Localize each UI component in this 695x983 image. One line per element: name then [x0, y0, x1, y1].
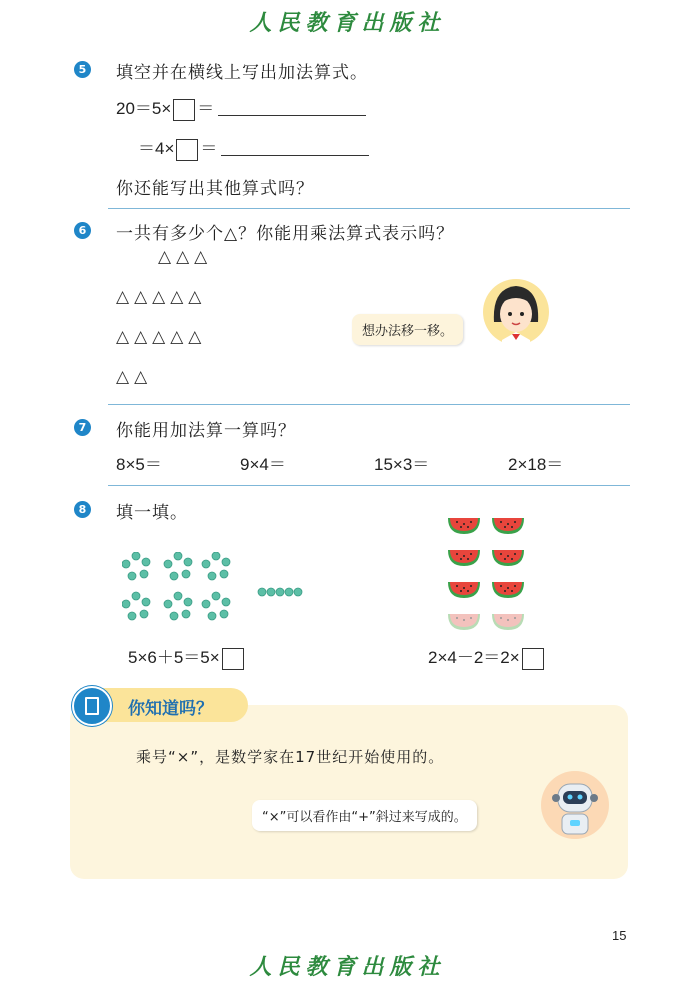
q5-line2-left: ＝4× — [138, 139, 175, 158]
question-number-8: 8 — [74, 501, 91, 518]
q7-expr-4: 2×18＝ — [508, 455, 564, 474]
speech-bubble-robot: “×”可以看作由“+”斜过来写成的。 — [252, 800, 477, 831]
answer-box[interactable] — [522, 648, 544, 670]
info-title: 你知道吗？ — [128, 699, 213, 719]
triangle-row-2: △△△△△ — [116, 287, 207, 307]
q5-line2 — [138, 134, 369, 161]
answer-line[interactable] — [221, 143, 369, 156]
watermelon-slices-icon — [444, 516, 530, 634]
q6-prompt: 一共有多少个△？你能用乘法算式表示吗？ — [116, 224, 455, 244]
divider — [108, 208, 630, 209]
bead-groups-icon — [122, 552, 312, 622]
answer-box[interactable] — [176, 139, 198, 161]
q8-left-text: 5×6＋5＝5× — [128, 648, 220, 667]
triangle-row-3: △△△△△ — [116, 327, 207, 347]
q8-prompt: 填一填。 — [116, 503, 188, 523]
question-number-7: 7 — [74, 419, 91, 436]
page-number: 15 — [612, 928, 627, 943]
triangle-row-1: △△△ — [158, 247, 213, 267]
q5-line1-left: 20＝5× — [116, 99, 172, 118]
publisher-logo-header: 人民教育出版社 — [249, 10, 446, 36]
info-body: 乘号“×”，是数学家在17世纪开始使用的。 — [136, 748, 445, 766]
q7-prompt: 你能用加法算一算吗？ — [116, 421, 296, 441]
answer-box[interactable] — [173, 99, 195, 121]
q5-line2-eq: ＝ — [200, 139, 218, 158]
question-number-5: 5 — [74, 61, 91, 78]
answer-line[interactable] — [218, 103, 366, 116]
q8-right-text: 2×4－2＝2× — [428, 648, 520, 667]
q7-expr-2: 9×4＝ — [240, 455, 286, 474]
q7-expr-1: 8×5＝ — [116, 455, 162, 474]
q5-prompt: 填空并在横线上写出加法算式。 — [116, 63, 368, 83]
q5-line1 — [116, 94, 366, 121]
q5-line1-eq: ＝ — [197, 99, 215, 118]
q5-followup: 你还能写出其他算式吗？ — [116, 179, 314, 199]
q7-expr-3: 15×3＝ — [374, 455, 430, 474]
answer-box[interactable] — [222, 648, 244, 670]
speech-bubble-girl: 想办法移一移。 — [352, 314, 463, 345]
publisher-logo-footer: 人民教育出版社 — [249, 954, 446, 980]
robot-avatar-icon — [540, 770, 610, 840]
question-number-6: 6 — [74, 222, 91, 239]
book-icon — [72, 686, 112, 726]
divider — [108, 404, 630, 405]
girl-avatar-icon — [482, 278, 550, 346]
triangle-row-4: △△ — [116, 367, 153, 387]
q8-left-expression — [128, 643, 246, 670]
q8-right-expression — [428, 643, 546, 670]
divider — [108, 485, 630, 486]
